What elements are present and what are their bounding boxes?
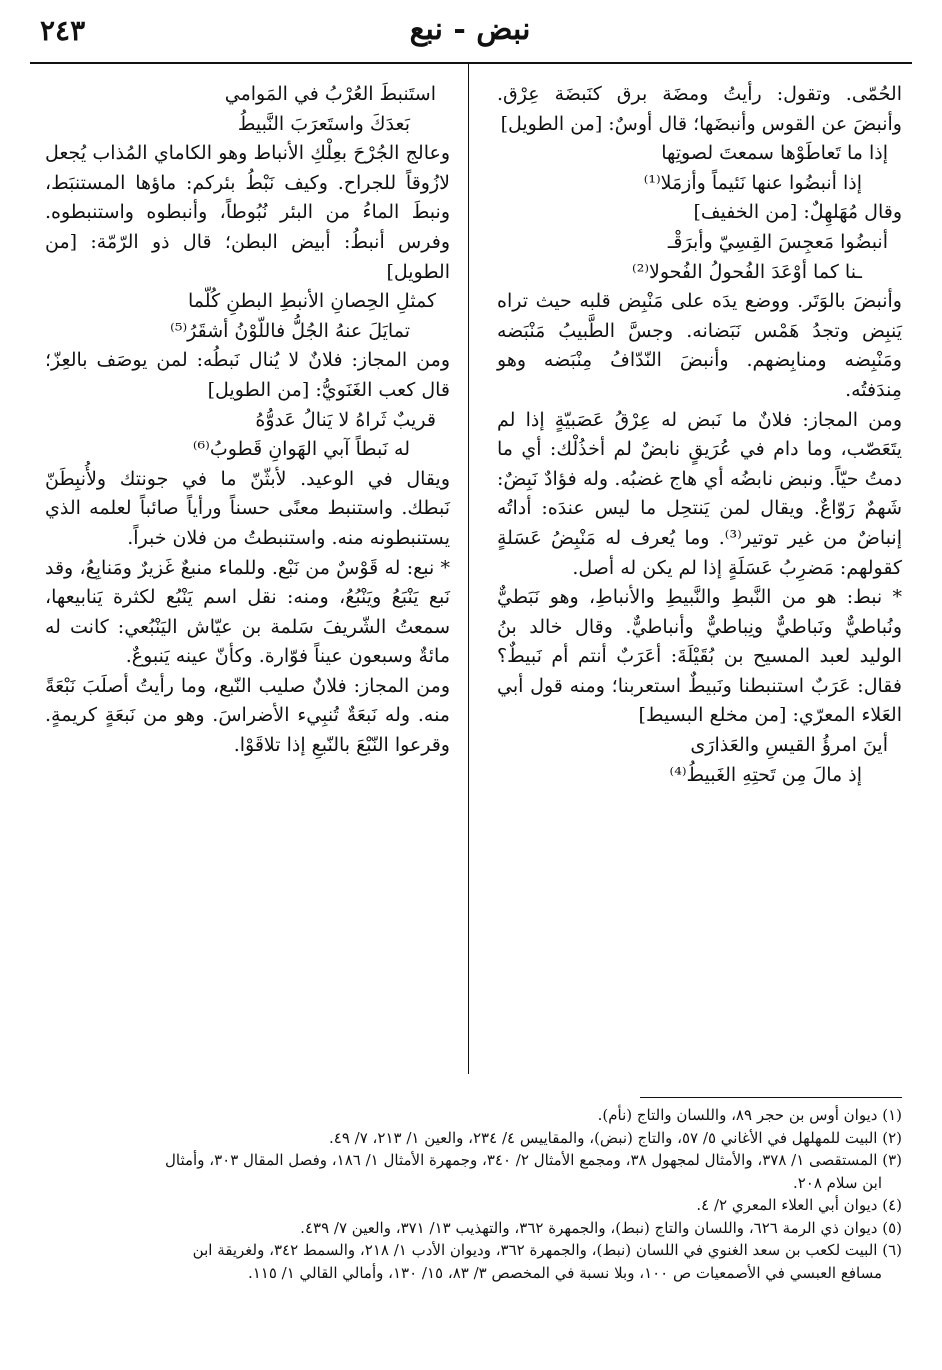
footnote-continuation: ابن سلام ٢٠٨. xyxy=(792,1173,882,1192)
paragraph: وأنبضَ بالوَتَر. ووضع يدَه على مَنْبِض قلبه حيث تراه يَنبِض وتجدُ هَمْس نَبَضانه. وجسَّ الطَّبيبُ مَنْبَضه ومَنْبِضه ومنابِضهم. وأنبضَ النّدّافُ مِنْبَضه وهو مِندَفتُه. xyxy=(497,290,902,401)
paragraph: ويقال في الوعيد. لأبثّنّ ما في جونتك ولأُنبِطَنّ نَبطك. واستنبط معنًى حسناً ورأياً صائباً لعلمه الذي يستنبطونه منه. واستنبطتُ من فلان خبراً. xyxy=(45,467,450,549)
verse-hemistich: له نَبطاً آبي الهَوانِ قَطوبُ⁽⁶⁾ xyxy=(192,438,410,461)
paragraph: وعالج الجُرْحَ بعِلْكِ الأنباط وهو الكاماي المُذاب يُجعل لازُوقاً للجراح. وكيف نَبْطُ بئركم: ماؤها المستنبَط، ونبطَ الماءُ من البئر نُبُوطاً، وأنبطوه واستنبطوه. وفرس أنبطُ: أبيض البطن؛ قال ذو الرّمّة: [من الطويل] xyxy=(45,142,450,283)
verse-hemistich: إذ مالَ مِن تَحتِهِ الغَبيطُ⁽⁴⁾ xyxy=(669,763,862,786)
paragraph: ومن المجاز: فلانٌ ما نَبض له عِرْقُ عَصَبيّةٍ إذا لم يتَعَصّب، وما دام في عُرَيقٍ نابضٌ لم أخذُلْك: أي ما دمتُ حيّاً. ونبض نابضُه أي هاج غضبُه. وله فؤادٌ نَبِضٌ: شَهمٌ رَوّاعٌ. ويقال لمن يَنتحِل ما ليس عندَه: أداتُه إنباضٌ من غير توتير⁽³⁾. وما يُعرف له مَنْبِضُ عَسَلةٍ كقولهم: مَضرِبُ عَسَلَةٍ إذا لم يكن له أصل. xyxy=(497,408,902,579)
footnote: (٤) ديوان أبي العلاء المعري ٢/ ٤. xyxy=(696,1196,902,1214)
entry-nabt: * نبط: هو من النَّبطِ والنَّبيطِ والأنباطِ، وهو نَبَطيٌّ ونُباطيٌّ ونَباطيٌّ ونِباطيٌّ وأنباطيٌّ. وقال خالد بنُ الوليد لعبد المسيح بن بُقَيْلَةَ: أعَرَبٌ أنتم أم نَبيطٌ؟ فقال: عَرَبٌ استنبطنا ونَبيطٌ استعربنا؛ ومنه قول أبي العَلاء المعرّي: [من مخلع البسيط] xyxy=(497,586,902,727)
verse-hemistich: تمايَلَ عنهُ الجُلُّ فاللّوْنُ أشقَرُ⁽⁵⁾ xyxy=(170,319,410,342)
verse xyxy=(45,287,450,346)
left-column xyxy=(45,80,450,761)
column-divider xyxy=(468,64,469,1074)
paragraph: وقال مُهَلهِلٌ: [من الخفيف] xyxy=(693,201,902,224)
verse xyxy=(497,139,902,198)
verse-hemistich: ـنا كما أوْعَدَ الفُحولُ الفُحولا⁽²⁾ xyxy=(632,260,862,283)
paragraph: ومن المجاز: فلانٌ صليب النّبع، وما رأيتُ أصلَبَ نَبْعَةً منه. وله نَبعَةٌ تُنبِيء الأضراسَ. وهو من نَبعَةٍ كريمةٍ. وقرعوا النّبْعَ بالنّبعِ إذا تلاقَوْا. xyxy=(45,674,450,757)
verse xyxy=(497,228,902,287)
page-number: ٢٤٣ xyxy=(40,14,86,47)
verse-hemistich: بَعدَكَ واستَعرَبَ النَّبيطُ xyxy=(237,112,410,135)
footnote: (٦) البيت لكعب بن سعد الغنوي في اللسان (نبط)، والجمهرة ٣٦٢، وديوان الأدب ١/ ٢١٨، والسمط ٣٤٢، ولغريقة ابن xyxy=(192,1241,902,1259)
verse xyxy=(45,80,450,139)
verse-hemistich: استَنبطَ العُرْبُ في المَوامي xyxy=(224,83,436,105)
paragraph: الحُمّى. وتقول: رأيتُ ومضَة برق كنَبضَة عِرْق. وأنبضَ عن القوس وأنبضَها؛ قال أوسٌ: [من الطويل] xyxy=(497,83,902,135)
footnote: (٣) المستقصى ١/ ٣٧٨، والأمثال لمجهول ٣٨، ومجمع الأمثال ٢/ ٣٤٠، وجمهرة الأمثال ١/ ١٨٦، وفصل المقال ٣٠٣، وأمثال xyxy=(165,1151,902,1169)
verse xyxy=(497,731,902,790)
entry-nabaa: * نبع: له قَوْسٌ من نَبْع. وللماء منبعٌ غَزيرٌ ومَنابِعُ، وقد نَبع يَنْبَعُ ويَنْبُعُ، ومنه: نقل اسم يَنْبُع لكثرة يَنابيعها، سمعتُ الشّريفَ سَلمة بن عيّاش اليَنْبُعي: كانت له مائةٌ وسبعون عيناً فوّارة. وكأنّ عينه يَنبوعٌ. xyxy=(45,556,450,668)
header-rule xyxy=(30,62,912,64)
footnote: (٢) البيت للمهلهل في الأغاني ٥/ ٥٧، والتاج (نبض)، والمقاييس ٤/ ٢٣٤، والعين ١/ ٢١٣، ٧/ ٤٩. xyxy=(328,1128,902,1147)
page-header: نبض - نبع xyxy=(409,12,531,47)
verse-hemistich: كمثلِ الحِصانِ الأنبطِ البطنِ كُلّما xyxy=(188,290,436,313)
verse-hemistich: أينَ امرؤُ القيسِ والعَذارَى xyxy=(690,734,888,757)
footnote: (٥) ديوان ذي الرمة ٦٢٦، واللسان والتاج (نبط)، والجمهرة ٣٦٢، والتهذيب ١٣/ ٣٧١، والعين ٧/ ٤٣٩. xyxy=(300,1218,902,1237)
footnote: (١) ديوان أوس بن حجر ٨٩، واللسان والتاج (نأم). xyxy=(597,1106,902,1124)
right-column xyxy=(497,80,902,790)
verse xyxy=(45,406,450,465)
verse-hemistich: أنبضُوا مَعجِسَ القِسِيّ وأبرَقْـ xyxy=(667,230,888,253)
footnote-rule xyxy=(640,1097,902,1098)
footnote-continuation: مسافع العبسي في الأصمعيات ص ١٠٠، وبلا نسبة في المخصص ٣/ ٨٣، ١٥/ ١٣٠، وأمالي القالي ١/ ١١٥. xyxy=(247,1263,882,1282)
footnotes xyxy=(40,1104,902,1284)
verse-hemistich: قريبٌ ثَراهُ لا يَنالُ عَدوُّهُ xyxy=(255,408,436,431)
verse-hemistich: إذا أنبضُوا عنها نَئيماً وأزمَلا⁽¹⁾ xyxy=(643,171,862,194)
verse-hemistich: إذا ما تَعاطَوْها سمعتَ لصوتِها xyxy=(661,142,888,165)
paragraph: ومن المجاز: فلانٌ لا يُنال نَبطُه: لمن يوصَف بالعِزّ؛ قال كعب الغَنَويُّ: [من الطويل] xyxy=(45,349,450,401)
